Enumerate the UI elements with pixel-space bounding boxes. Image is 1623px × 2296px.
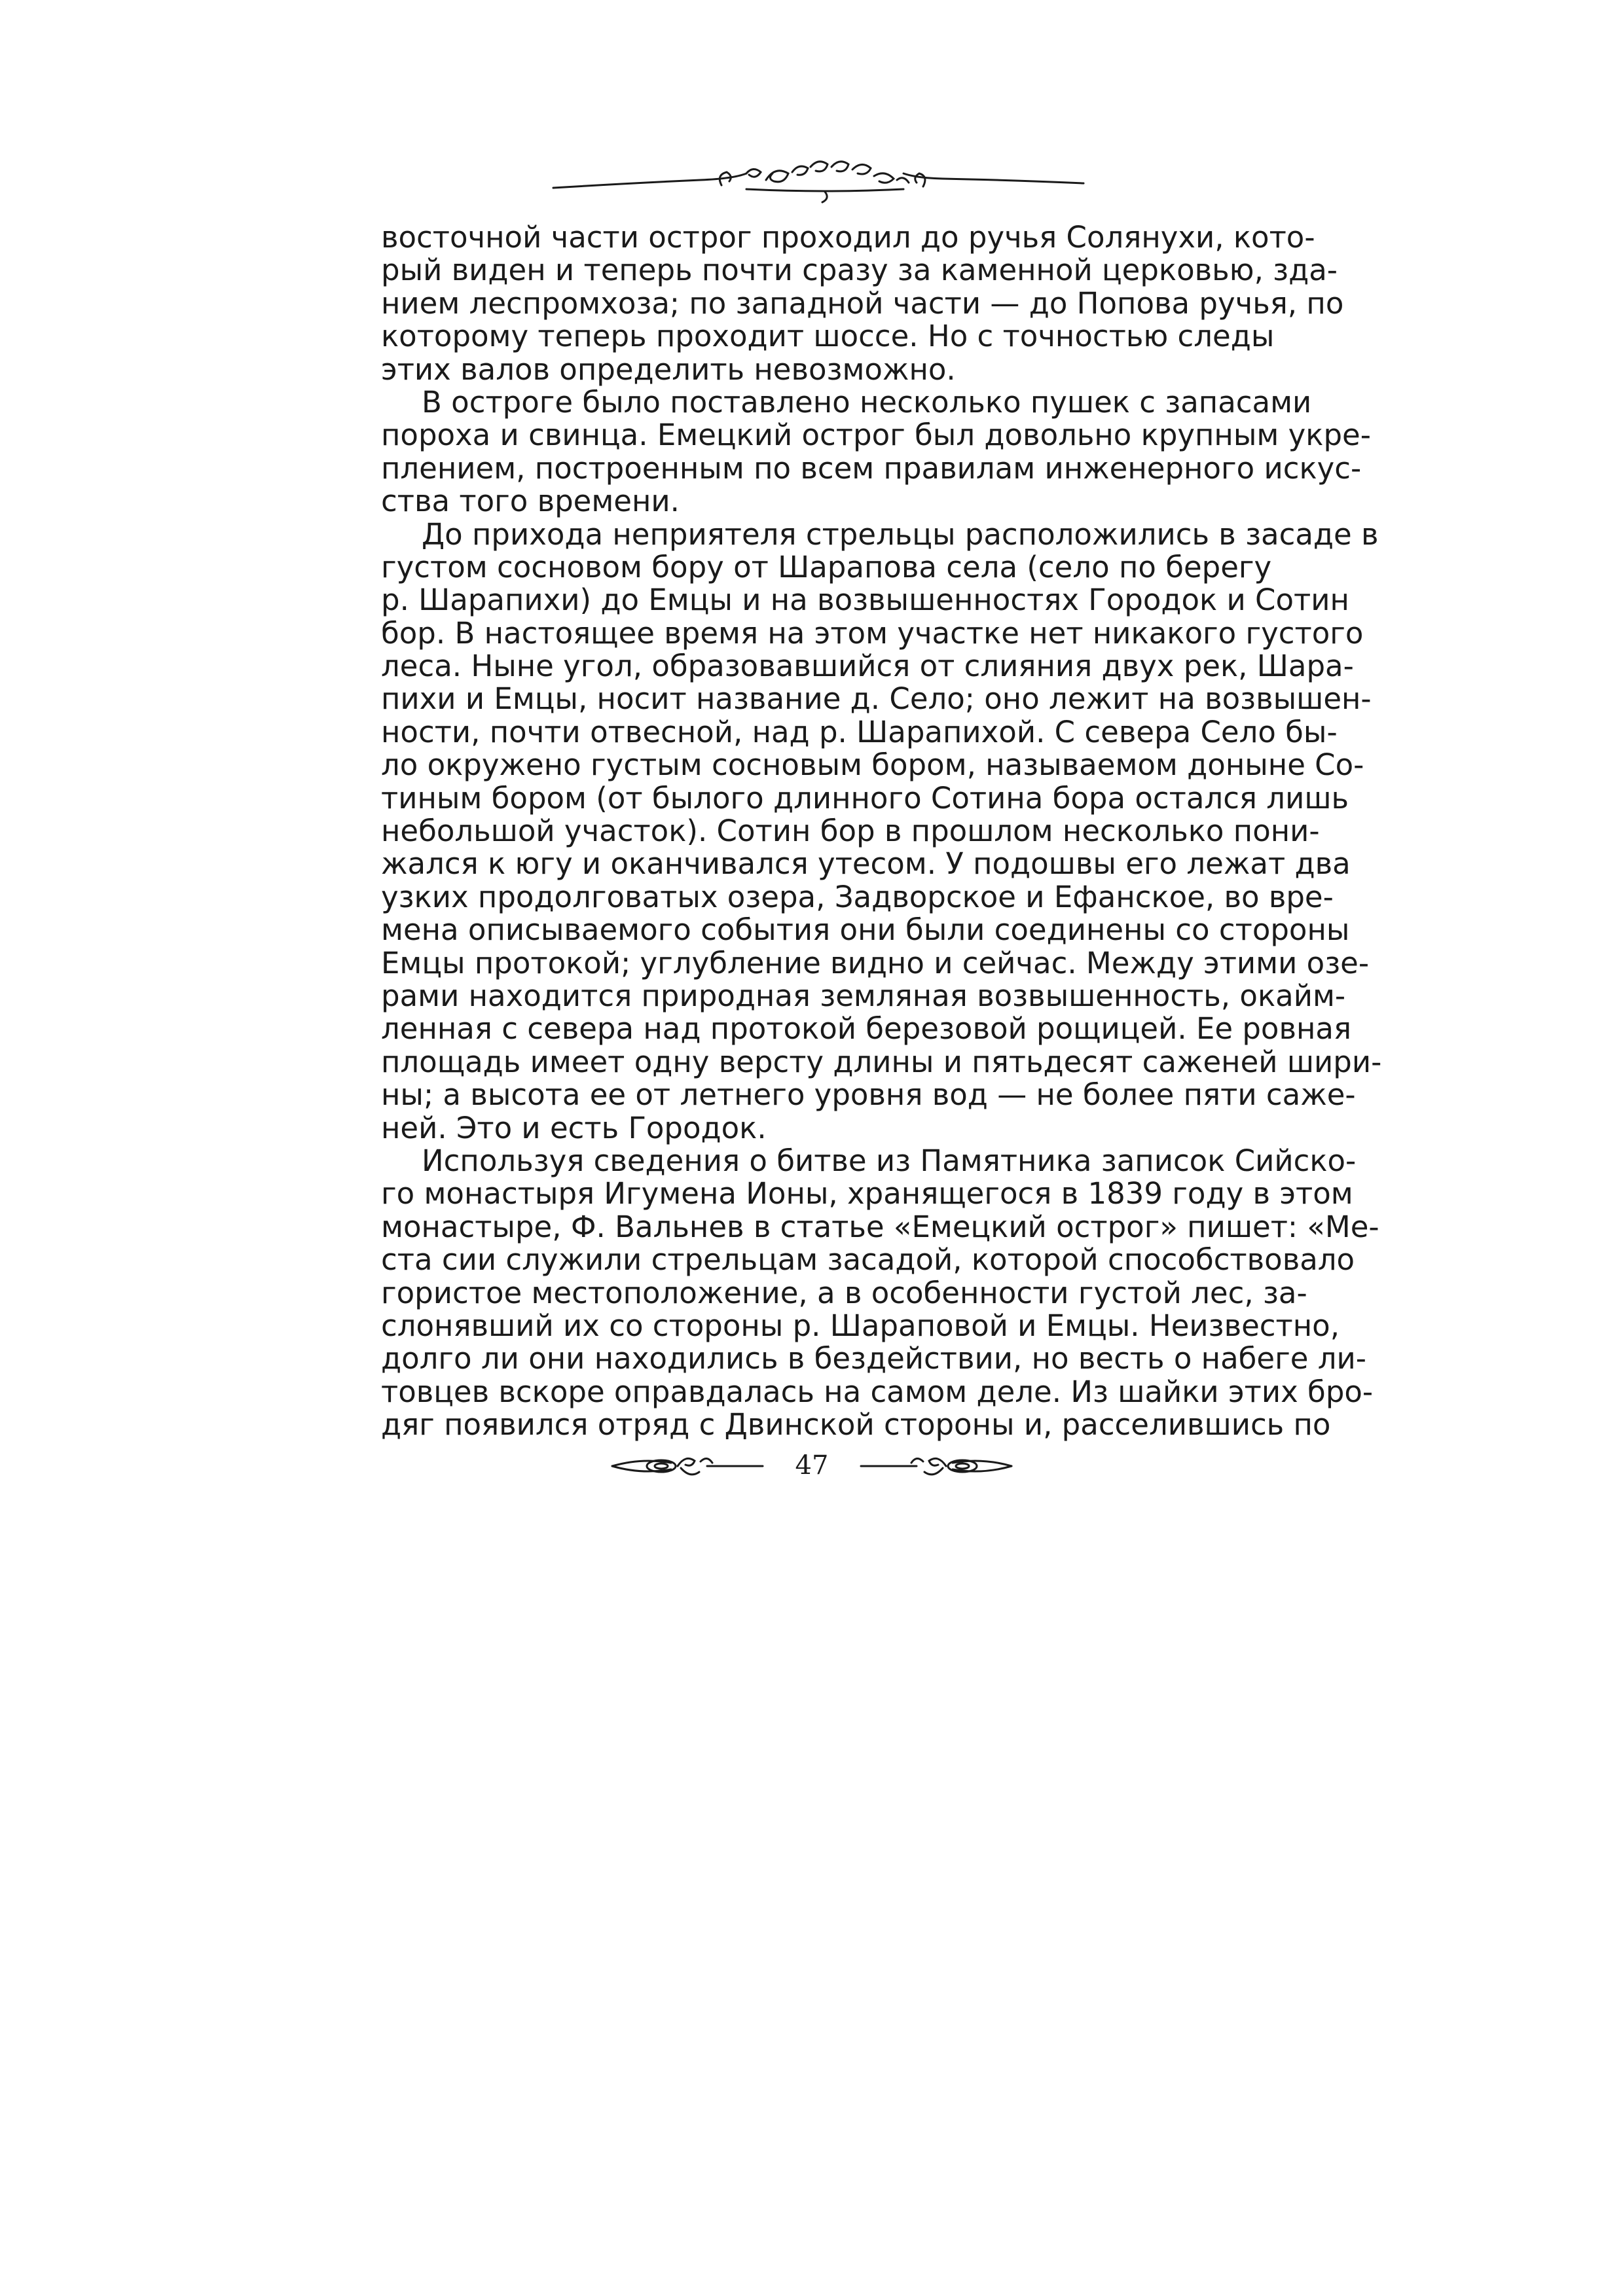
text-line: мена описываемого события они были соединены со стороны xyxy=(381,912,1350,948)
footer-left-flourish-icon xyxy=(609,1450,766,1482)
text-line: площадь имеет одну версту длины и пятьдесят саженей шири- xyxy=(381,1044,1382,1079)
text-line: ленная с севера над протокой березовой рощицей. Ее ровная xyxy=(381,1011,1352,1047)
paragraph-2 xyxy=(381,384,1371,519)
text-line: долго ли они находились в бездействии, но весть о набеге ли- xyxy=(381,1341,1366,1376)
text-line: монастыре, Ф. Вальнев в статье «Емецкий острог» пишет: «Ме- xyxy=(381,1209,1379,1244)
text-line: ности, почти отвесной, над р. Шарапихой. С севера Село бы- xyxy=(381,714,1338,749)
text-line: В остроге было поставлено несколько пушек с запасами xyxy=(422,384,1312,420)
text-line: товцев вскоре оправдалась на самом деле. Из шайки этих бро- xyxy=(381,1374,1374,1409)
paragraph-1 xyxy=(381,220,1344,387)
text-line: дяг появился отряд с Двинской стороны и, расселившись по xyxy=(381,1407,1331,1443)
text-line: До прихода неприятеля стрельцы расположились в засаде в xyxy=(422,516,1379,552)
text-line: жался к югу и оканчивался утесом. У подошвы его лежат два xyxy=(381,846,1351,882)
text-line: леса. Ныне угол, образовавшийся от слияния двух рек, Шара- xyxy=(381,649,1354,684)
text-line: ло окружено густым сосновым бором, называемом доныне Со- xyxy=(381,747,1364,783)
text-line: густом сосновом бору от Шарапова села (село по берегу xyxy=(381,549,1272,584)
text-line: пороха и свинца. Емецкий острог был довольно крупным укре- xyxy=(381,418,1371,453)
text-line: ней. Это и есть Городок. xyxy=(381,1110,767,1145)
text-line: тиным бором (от былого длинного Сотина бора остался лишь xyxy=(381,780,1349,816)
text-line: узких продолговатых озера, Задворское и Ефанское, во вре- xyxy=(381,879,1334,914)
text-line: рами находится природная земляная возвышенность, окайм- xyxy=(381,978,1346,1013)
text-line: нием леспромхоза; по западной части — до Попова ручья, по xyxy=(381,285,1344,321)
text-line: рый виден и теперь почти сразу за каменной церковью, зда- xyxy=(381,253,1338,288)
text-line: плением, построенным по всем правилам инженерного искус- xyxy=(381,450,1362,486)
text-line: слонявший их со стороны р. Шараповой и Емцы. Неизвестно, xyxy=(381,1308,1340,1343)
text-line: го монастыря Игумена Ионы, хранящегося в 1839 году в этом xyxy=(381,1176,1353,1211)
page-number: 47 xyxy=(795,1450,829,1480)
page-footer xyxy=(609,1446,1015,1486)
text-line: гористое местоположение, а в особенности густой лес, за- xyxy=(381,1275,1307,1310)
text-line: бор. В настоящее время на этом участке нет никакого густого xyxy=(381,615,1364,651)
text-line: Емцы протокой; углубление видно и сейчас. Между этими озе- xyxy=(381,945,1370,980)
paragraph-4 xyxy=(381,1143,1379,1443)
text-line: р. Шарапихи) до Емцы и на возвышенностях Городок и Сотин xyxy=(381,583,1349,618)
text-line: небольшой участок). Сотин бор в прошлом несколько пони- xyxy=(381,814,1320,849)
text-line: ства того времени. xyxy=(381,484,680,519)
text-line: которому теперь проходит шоссе. Но с точностью следы xyxy=(381,319,1275,354)
body-text xyxy=(381,220,1382,1443)
text-line: ны; а высота ее от летнего уровня вод — не более пяти саже- xyxy=(381,1077,1356,1113)
footer-right-flourish-icon xyxy=(858,1450,1015,1482)
header-flourish-icon xyxy=(550,147,1087,206)
paragraph-3 xyxy=(381,516,1382,1145)
text-line: пихи и Емцы, носит название д. Село; оно лежит на возвышен- xyxy=(381,681,1372,717)
text-line: восточной части острог проходил до ручья Солянухи, кото- xyxy=(381,220,1315,255)
text-line: ста сии служили стрельцам засадой, которой способствовало xyxy=(381,1242,1355,1278)
text-line: этих валов определить невозможно. xyxy=(381,351,956,387)
text-line: Используя сведения о битве из Памятника записок Сийско- xyxy=(422,1143,1357,1178)
